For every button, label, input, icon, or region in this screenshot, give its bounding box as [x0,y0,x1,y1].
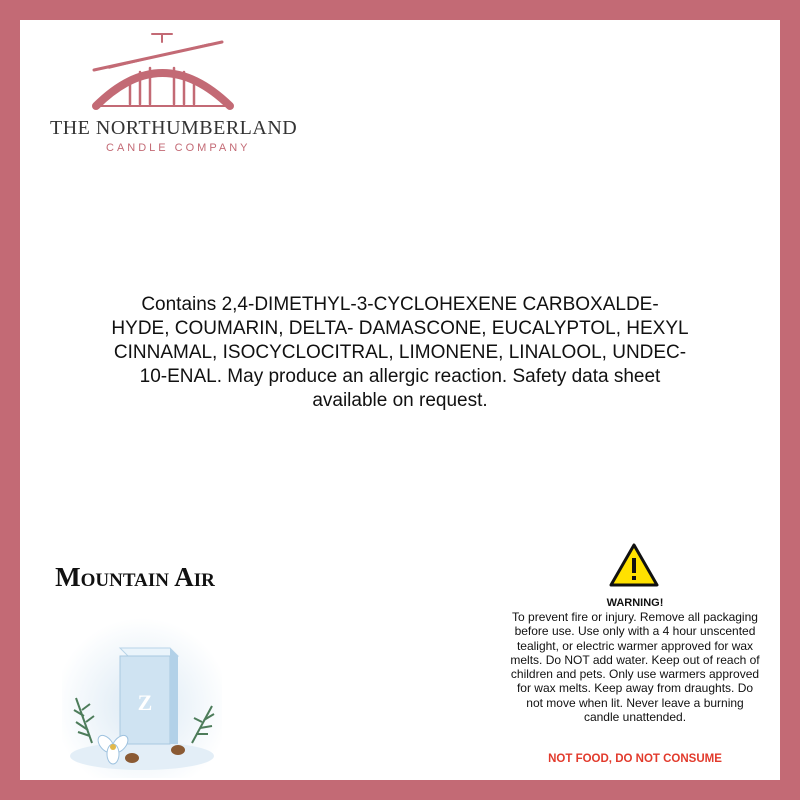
wax-melt-illustration-icon [62,618,222,778]
product-label [20,20,780,780]
warning-triangle-icon [608,542,660,588]
brand-subtitle: CANDLE COMPANY [106,142,251,154]
not-food-notice: NOT FOOD, DO NOT CONSUME [548,753,722,765]
brand-logo [34,32,298,172]
warning-text: To prevent fire or injury. Remove all packaging before use. Use only with a 4 hour unscented tealight, or electric warmer approved for wax melts. Do NOT add water. Keep out of reach of children and pets. Only use warmers approved for wax melts. Keep away from draughts. Do not move when lit. Never leave a burning candle unattended. [510,610,760,725]
svg-text:Z: Z [137,690,153,715]
ingredients-statement: Contains 2,4-DIMETHYL-3-CYCLOHEXENE CARBOXALDE- HYDE, COUMARIN, DELTA- DAMASCONE, EUCALYPTOL, HEXYL CINNAMAL, ISOCYCLOCITRAL, LIMONENE, LINALOOL, UNDEC- 10-ENAL. May produce an allergic reaction. Safety data sheet available on request. [111,294,689,411]
brand-name: THE NORTHUMBERLAND [50,117,298,139]
warning-title: WARNING! [606,597,664,609]
product-name: Mountain Air [55,562,215,592]
bridge-logo-icon [34,32,254,112]
product-illustration [62,618,222,778]
